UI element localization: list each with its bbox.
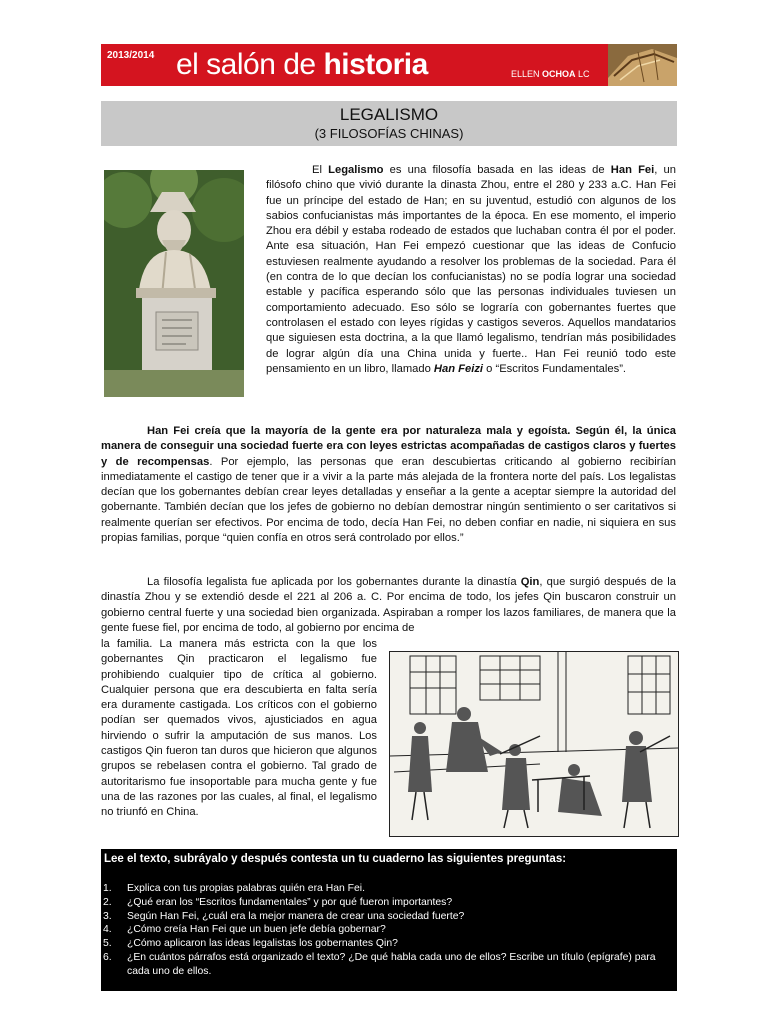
question-item — [101, 923, 677, 937]
paragraph1-run: El — [312, 164, 329, 176]
question-item — [101, 937, 677, 951]
school-name-suffix: LC — [575, 69, 590, 79]
paragraph-2 — [101, 424, 676, 546]
paragraph1-run: , un filósofo chino que vivió durante la dinasta Zhou, entre el 280 y 233 a.C. Han Fei fue un príncipe del estado de Han; en su juventud, estudió con algunos de los sabios confucianistas más importantes de la época. En ese momento, el imperio Zhou era débil y estaba rodeado de estados que luchaban contra él por el poder. Ante esa situación, Han Fei empezó cuestionar que las ideas de Confucio estuviesen realmente ayudando a resolver los problemas de la sociedad. Para él (en contra de lo que decían los confucianistas) no se podía lograr una sociedad estable y pacífica esperando sólo que las personas individuales tuviesen un comportamiento adecuado. Eso sólo se lograría con gobernantes fuertes que controlasen el estado con leyes rígidas y castigos severos. Aquellos mandatarios que siguiesen esta doctrina, a la que llamó legalismo, tendrían más posibilidades de lograr algún día una China unida y fuerte.. Han Fei reunió todo este pensamiento en un libro, llamado — [266, 164, 676, 375]
question-item — [101, 951, 677, 979]
question-number: 1. — [103, 883, 112, 894]
question-number: 2. — [103, 896, 112, 908]
paragraph3-run: Qin — [520, 576, 540, 588]
question-number: 6. — [103, 951, 112, 963]
paragraph2-run: . Por ejemplo, las personas que eran descubiertas criticando al gobierno recibirían inmediatamente el castigo de tener que ir a vivir a la parte más alejada de la frontera norte del país. Los legalistas decían que los gobernantes debían crear leyes detalladas y enseñar a la gente a aceptar siempre la autoridad del gobernante. También decían que los jefes de gobierno no debían demostrar ningún sentimiento o ser caritativos si realmente querían ser efectivos. Por encima de todo, decía Han Fei, no deben confiar en nadie, ni siquiera en sus propias familias, porque “quien confía en otros será controlado por ellos.” — [101, 455, 676, 545]
paragraph-4: la familia. La manera más estricta con la que los gobernantes Qin practicaron el legalismo fue prohibiendo cualquier tipo de crítica al gobierno. Cualquier persona que era descubierta en falta sería era duramente castigada. Los críticos con el gobierno podían ser quemados vivos, ajusticiados en agua hirviendo o sufrir la amputación de sus manos. Los castigos Qin fueron tan duros que hicieron que algunos grupos se rebelasen contra el gobierno. Tal grado de autoritarismo fue insoportable para mucha gente y fue una de las razones por las cuales, al final, el legalismo no triunfó en China. — [101, 638, 377, 819]
school-name-bold: OCHOA — [542, 69, 576, 79]
school-year: 2013/2014 — [107, 50, 155, 61]
paragraph1-run: o “Escritos Fundamentales”. — [483, 362, 627, 375]
paragraph-1 — [266, 163, 676, 377]
question-number: 5. — [103, 938, 112, 950]
qin-punishment-engraving — [389, 651, 679, 837]
paragraph2-run: Han Fei creía que la mayoría de la gente era por naturaleza mala y egoísta. Según él, la única manera de conseguir una sociedad fuerte era con leyes estrictas acompañadas de castigos claros y fuertes y de recompensas — [101, 425, 676, 468]
paragraph1-run: es una filosofía basada en las ideas de — [383, 164, 611, 176]
question-text: ¿Cómo creía Han Fei que un buen jefe debía gobernar? — [127, 924, 386, 936]
school-name-prefix: ELLEN — [511, 69, 543, 79]
header-title-prefix: el salón de — [176, 48, 324, 81]
title-box — [101, 101, 677, 146]
question-text: ¿Qué eran los “Escritos fundamentales” y por qué fueron importantes? — [127, 896, 453, 908]
questions-heading: Lee el texto, subráyalo y después contesta un tu cuaderno las siguientes preguntas: — [104, 853, 567, 865]
question-number: 4. — [103, 924, 112, 936]
paragraph1-run: Han Fei — [610, 164, 655, 176]
page-subtitle: (3 FILOSOFÍAS CHINAS) — [314, 126, 464, 141]
paragraph-3 — [101, 575, 676, 636]
questions-list — [101, 882, 677, 979]
question-item — [101, 882, 677, 896]
questions-box — [101, 849, 677, 991]
school-name — [511, 69, 590, 79]
paragraph1-run: Han Feizi — [433, 362, 484, 375]
page-title: LEGALISMO — [339, 105, 439, 124]
paragraph3-run: La filosofía legalista fue aplicada por los gobernantes durante la dinastía — [147, 576, 521, 588]
question-text: Según Han Fei, ¿cuál era la mejor manera de crear una sociedad fuerte? — [127, 910, 465, 922]
paragraph1-run: Legalismo — [328, 164, 384, 176]
han-fei-statue-photo — [104, 170, 244, 397]
page-header — [101, 44, 677, 86]
question-number: 3. — [103, 910, 112, 922]
question-item — [101, 896, 677, 910]
question-text: ¿Cómo aplicaron las ideas legalistas los gobernantes Qin? — [127, 938, 398, 950]
header-title — [176, 48, 428, 82]
question-item — [101, 910, 677, 924]
question-text: ¿En cuántos párrafos está organizado el texto? ¿De qué habla cada uno de ellos? Escribe un título (epígrafe) para cada uno de ellos. — [127, 951, 656, 977]
header-title-bold: historia — [323, 48, 428, 81]
header-decorative-image — [608, 44, 677, 86]
paragraph3-run: , que surgió después de la dinastía Zhou y se extendió desde el 221 al 206 a. C. Por encima de todo, los jefes Qin buscaron construir un gobierno central fuerte y una sociedad bien organizada. Aspiraban a romper los lazos familiares, de manera que la gente fuese fiel, por encima de todo, al gobierno por encima de — [101, 576, 676, 634]
question-text: Explica con tus propias palabras quién era Han Fei. — [127, 883, 365, 894]
